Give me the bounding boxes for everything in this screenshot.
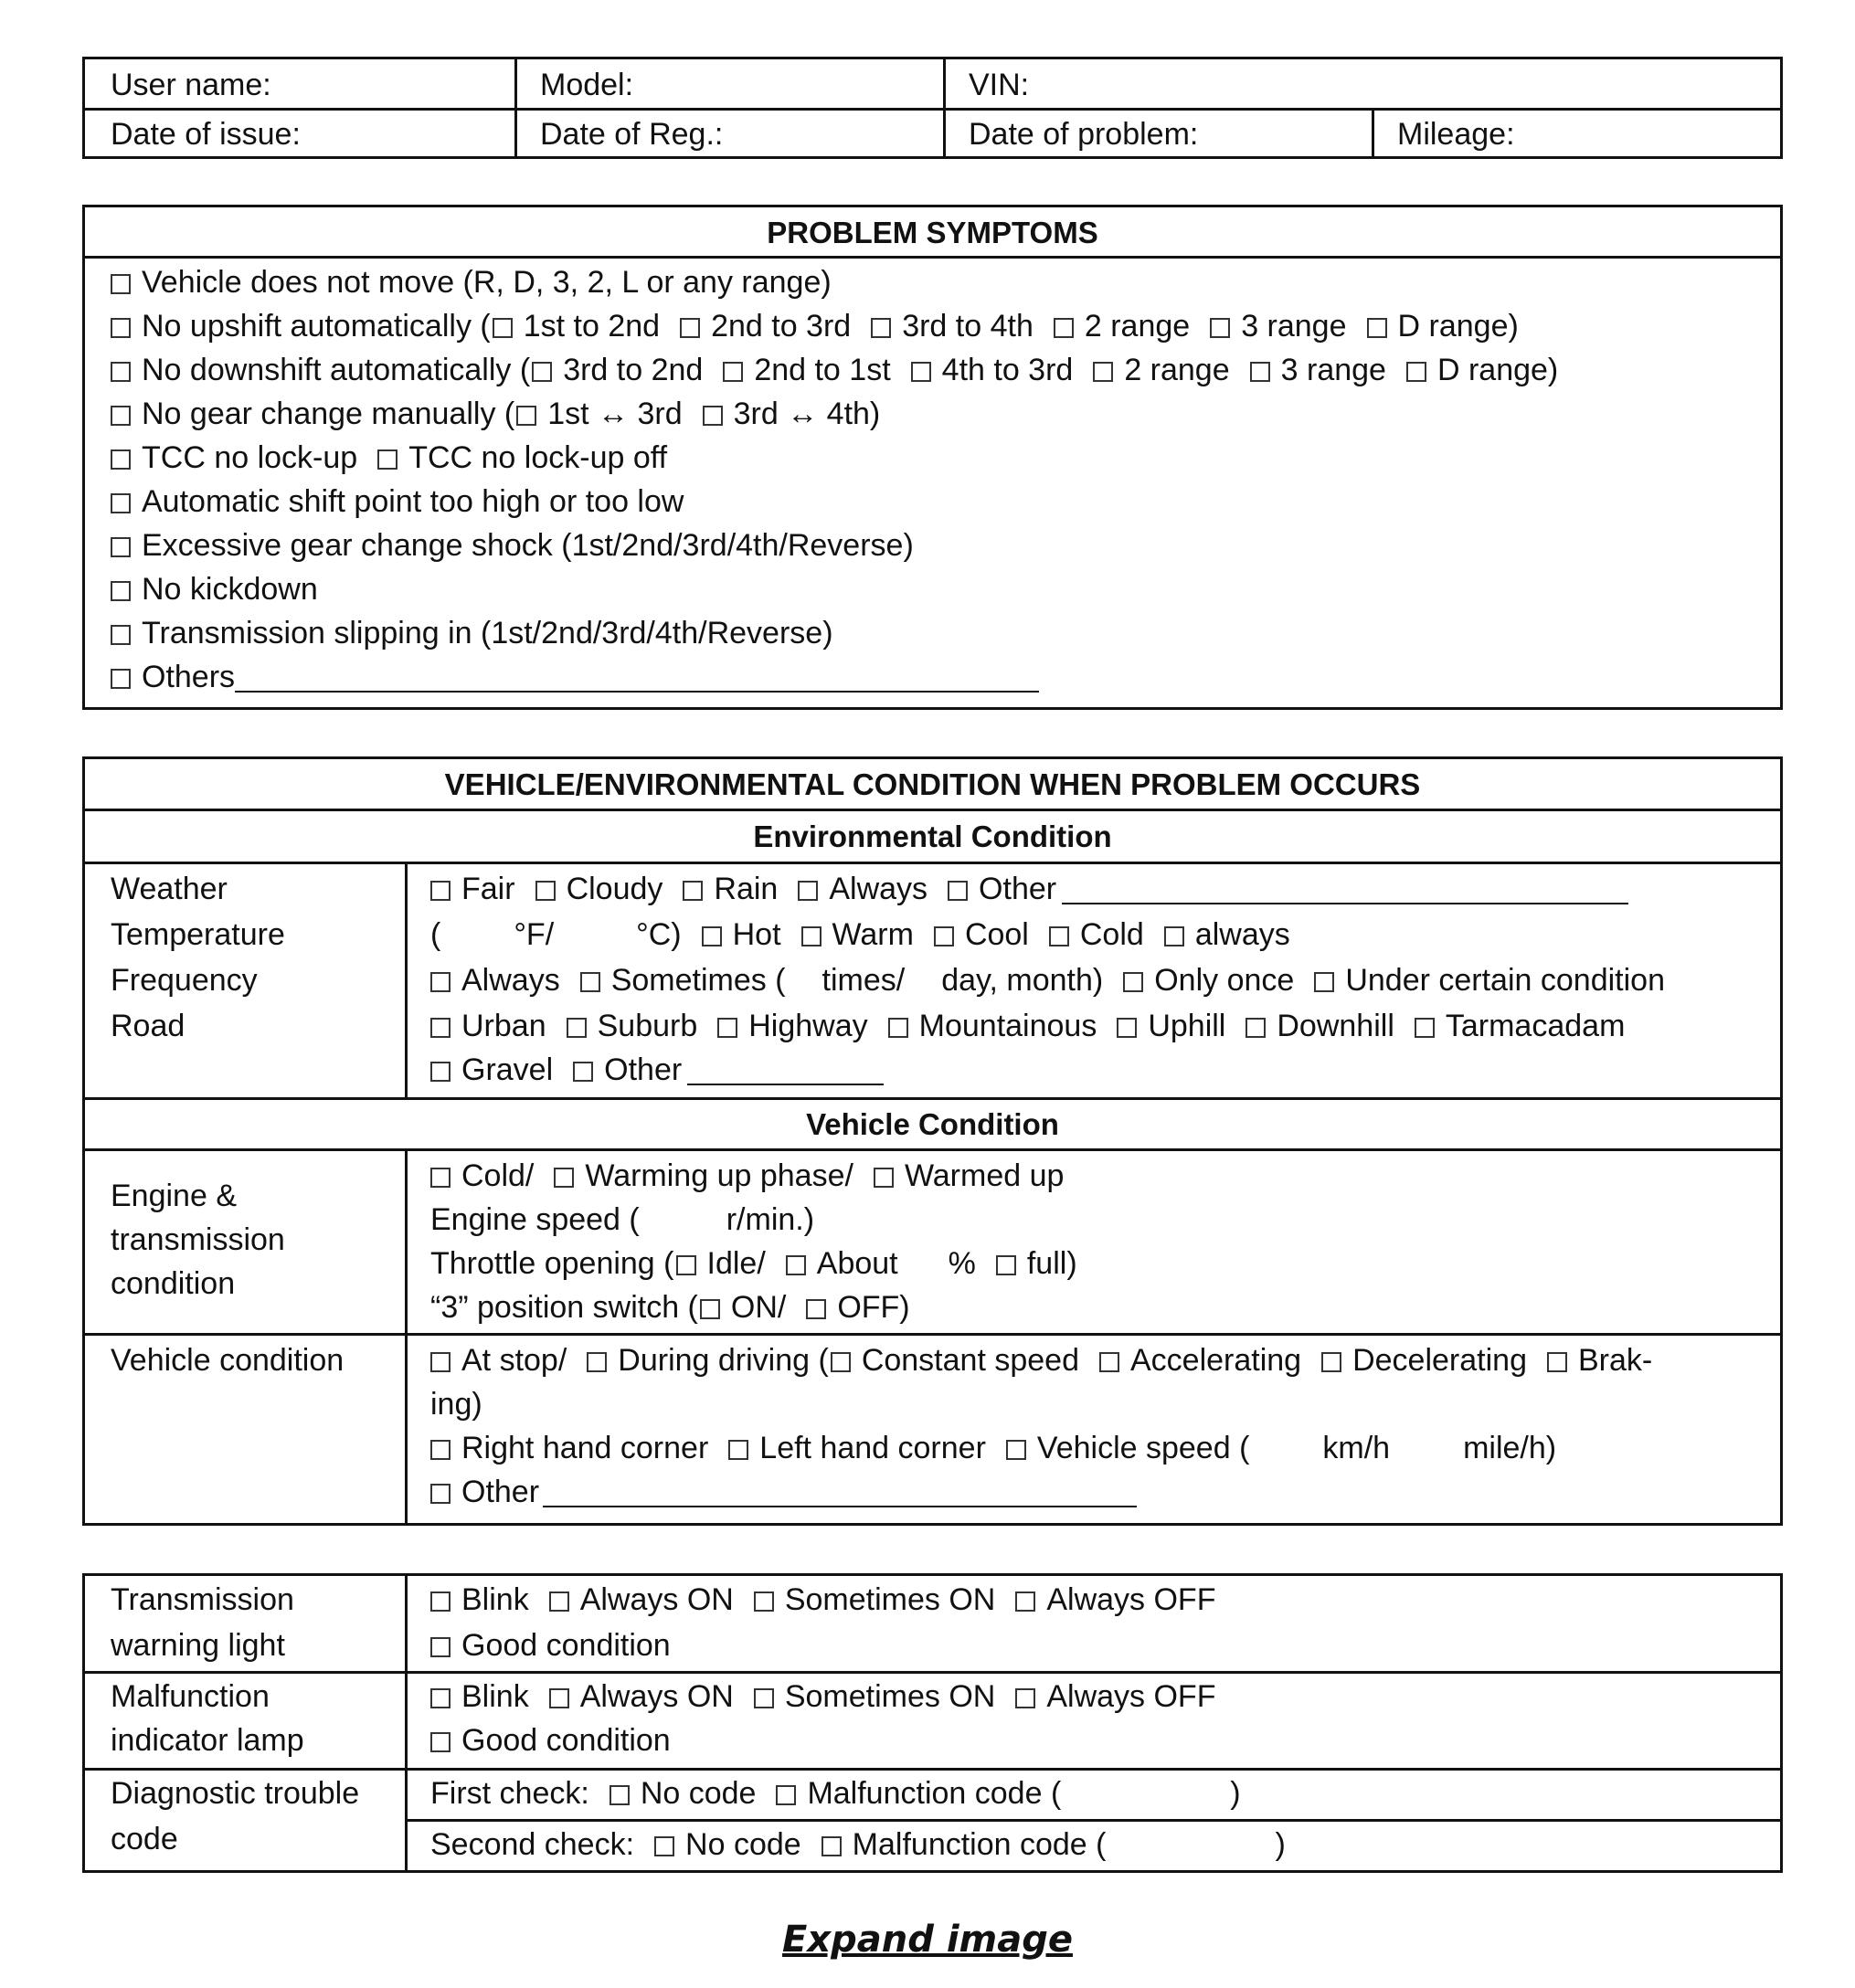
checkbox[interactable]: [786, 1255, 806, 1275]
checkbox[interactable]: [934, 926, 954, 946]
temperature-label: Temperature: [111, 917, 285, 952]
checkbox[interactable]: [377, 449, 398, 470]
checkbox[interactable]: [801, 926, 822, 946]
checkbox[interactable]: [1117, 1018, 1137, 1038]
position-switch: “3” position switch ( ON/ OFF): [430, 1290, 910, 1325]
checkbox[interactable]: [610, 1785, 630, 1805]
checkbox[interactable]: [567, 1018, 587, 1038]
date-of-issue-label: Date of issue:: [111, 117, 301, 152]
dtc-second-check: Second check: No code Malfunction code ( ): [430, 1827, 1286, 1862]
checkbox[interactable]: [549, 1591, 569, 1612]
vin-label: VIN:: [969, 68, 1030, 102]
checkbox[interactable]: [1049, 926, 1069, 946]
symptom-shift-point: Automatic shift point too high or too low: [111, 483, 684, 520]
warning-lamps-table: [82, 1573, 1783, 1873]
checkbox[interactable]: [1006, 1440, 1026, 1460]
checkbox[interactable]: [430, 1440, 450, 1460]
vehicle-driving-options-cont: ing): [430, 1387, 482, 1422]
vehicle-condition-label: Vehicle condition: [111, 1343, 344, 1378]
conditions-heading: VEHICLE/ENVIRONMENTAL CONDITION WHEN PROBLEM OCCURS: [444, 767, 1421, 801]
date-of-reg-label: Date of Reg.:: [540, 117, 724, 152]
checkbox[interactable]: [1093, 362, 1113, 382]
checkbox[interactable]: [1250, 362, 1270, 382]
vehicle-corner-speed: Right hand corner Left hand corner Vehicle speed ( km/h mile/h): [430, 1430, 1556, 1466]
symptom-no-manual-change: No gear change manually ( 1st ↔ 3rd 3rd ↔ 4th): [111, 396, 880, 432]
weather-label: Weather: [111, 872, 228, 906]
checkbox[interactable]: [430, 1168, 450, 1188]
user-name-label: User name:: [111, 68, 271, 102]
vehicle-condition-heading: Vehicle Condition: [806, 1107, 1059, 1141]
checkbox[interactable]: [948, 881, 968, 901]
checkbox[interactable]: [754, 1688, 774, 1708]
problem-symptoms-heading: PROBLEM SYMPTOMS: [767, 216, 1098, 249]
checkbox[interactable]: [430, 1352, 450, 1372]
checkbox[interactable]: [1164, 926, 1184, 946]
checkbox[interactable]: [516, 406, 536, 426]
mil-label-line1: Malfunction: [111, 1679, 270, 1714]
checkbox[interactable]: [430, 1062, 450, 1082]
weather-options: Fair Cloudy Rain Always Other: [430, 871, 1628, 907]
checkbox[interactable]: [806, 1299, 826, 1319]
checkbox[interactable]: [871, 318, 891, 338]
checkbox[interactable]: [798, 881, 818, 901]
checkbox[interactable]: [680, 318, 700, 338]
date-of-problem-label: Date of problem:: [969, 117, 1199, 152]
symptom-no-move: Vehicle does not move (R, D, 3, 2, L or any range): [111, 264, 832, 301]
symptom-tcc: TCC no lock-up TCC no lock-up off: [111, 439, 667, 476]
checkbox[interactable]: [111, 318, 131, 338]
dtc-first-check: First check: No code Malfunction code ( ): [430, 1776, 1241, 1811]
checkbox[interactable]: [493, 318, 513, 338]
checkbox[interactable]: [111, 669, 131, 689]
checkbox[interactable]: [754, 1591, 774, 1612]
checkbox[interactable]: [532, 362, 552, 382]
checkbox[interactable]: [430, 972, 450, 992]
mil-good: Good condition: [430, 1722, 671, 1759]
vehicle-driving-options: At stop/ During driving ( Constant speed Accelerating Decelerating Brak-: [430, 1342, 1652, 1379]
checkbox[interactable]: [430, 1591, 450, 1612]
transmission-warning-options: Blink Always ON Sometimes ON Always OFF: [430, 1581, 1215, 1618]
symptom-others: Others: [111, 659, 1039, 695]
weather-other-fill-line[interactable]: [1062, 875, 1628, 904]
engine-temp-options: Cold/ Warming up phase/ Warmed up: [430, 1158, 1064, 1194]
checkbox[interactable]: [911, 362, 931, 382]
checkbox[interactable]: [111, 537, 131, 557]
engine-speed: Engine speed ( r/min.): [430, 1202, 815, 1237]
transmission-warning-good: Good condition: [430, 1627, 671, 1664]
symptom-no-kickdown: No kickdown: [111, 571, 318, 608]
model-label: Model:: [540, 68, 634, 102]
frequency-label: Frequency: [111, 963, 258, 998]
checkbox[interactable]: [430, 881, 450, 901]
conditions-table: [82, 756, 1783, 1526]
checkbox[interactable]: [430, 1688, 450, 1708]
checkbox[interactable]: [580, 972, 600, 992]
symptom-shift-shock: Excessive gear change shock (1st/2nd/3rd/4th/Reverse): [111, 527, 914, 564]
road-options-line1: Urban Suburb Highway Mountainous Uphill Downhill Tarmacadam: [430, 1008, 1625, 1044]
checkbox[interactable]: [1415, 1018, 1435, 1038]
checkbox[interactable]: [676, 1255, 696, 1275]
checkbox[interactable]: [535, 881, 556, 901]
engine-condition-label-line2: transmission: [111, 1222, 285, 1257]
checkbox[interactable]: [700, 1299, 720, 1319]
dtc-label-line2: code: [111, 1822, 178, 1856]
mileage-label: Mileage:: [1397, 117, 1515, 152]
checkbox[interactable]: [111, 625, 131, 645]
mil-label-line2: indicator lamp: [111, 1723, 304, 1758]
checkbox[interactable]: [587, 1352, 607, 1372]
frequency-options: Always Sometimes ( times/ day, month) Only once Under certain condition: [430, 962, 1665, 999]
temperature-options: ( °F/ °C) Hot Warm Cool Cold always: [430, 917, 1290, 952]
vehicle-other-fill-line[interactable]: [543, 1478, 1137, 1507]
checkbox[interactable]: [1015, 1591, 1035, 1612]
mil-options: Blink Always ON Sometimes ON Always OFF: [430, 1678, 1215, 1715]
checkbox[interactable]: [1367, 318, 1387, 338]
engine-condition-label-line1: Engine &: [111, 1179, 237, 1213]
checkbox[interactable]: [430, 1018, 450, 1038]
symptom-slipping: Transmission slipping in (1st/2nd/3rd/4th/Reverse): [111, 615, 833, 651]
checkbox[interactable]: [111, 449, 131, 470]
problem-symptoms-table: [82, 205, 1783, 710]
checkbox[interactable]: [1210, 318, 1230, 338]
transmission-warning-label-line1: Transmission: [111, 1582, 294, 1617]
checkbox[interactable]: [776, 1785, 796, 1805]
checkbox[interactable]: [1314, 972, 1334, 992]
symptom-no-upshift: No upshift automatically ( 1st to 2nd 2nd to 3rd 3rd to 4th 2 range 3 range D range): [111, 308, 1519, 344]
engine-condition-label-line3: condition: [111, 1266, 236, 1301]
symptom-no-downshift: No downshift automatically ( 3rd to 2nd 2nd to 1st 4th to 3rd 2 range 3 range D range): [111, 352, 1558, 388]
checkbox[interactable]: [888, 1018, 908, 1038]
checkbox[interactable]: [1321, 1352, 1341, 1372]
dtc-label-line1: Diagnostic trouble: [111, 1776, 360, 1811]
checkbox[interactable]: [1054, 318, 1074, 338]
checkbox[interactable]: [822, 1836, 842, 1856]
checkbox[interactable]: [1406, 362, 1426, 382]
checkbox[interactable]: [573, 1062, 593, 1082]
road-label: Road: [111, 1009, 186, 1043]
checkbox[interactable]: [874, 1168, 894, 1188]
transmission-warning-label-line2: warning light: [111, 1628, 285, 1663]
checkbox[interactable]: [1099, 1352, 1119, 1372]
throttle-opening: Throttle opening ( Idle/ About % full): [430, 1246, 1077, 1281]
environmental-condition-heading: Environmental Condition: [753, 820, 1112, 853]
checkbox[interactable]: [549, 1688, 569, 1708]
checkbox[interactable]: [111, 581, 131, 601]
checkbox[interactable]: [111, 493, 131, 513]
checkbox[interactable]: [683, 881, 703, 901]
checkbox[interactable]: [430, 1637, 450, 1657]
checkbox[interactable]: [702, 926, 722, 946]
checkbox[interactable]: [1246, 1018, 1266, 1038]
checkbox[interactable]: [831, 1352, 851, 1372]
checkbox[interactable]: [996, 1255, 1016, 1275]
checkbox[interactable]: [723, 362, 743, 382]
checkbox[interactable]: [430, 1484, 450, 1504]
checkbox[interactable]: [654, 1836, 674, 1856]
others-fill-line[interactable]: [235, 663, 1039, 693]
checkbox[interactable]: [717, 1018, 737, 1038]
checkbox[interactable]: [111, 406, 131, 426]
customer-info-table: [82, 57, 1783, 159]
expand-image-link[interactable]: Expand image: [782, 1919, 1073, 1961]
checkbox[interactable]: [554, 1168, 574, 1188]
vehicle-other: Other: [430, 1474, 1137, 1510]
checkbox[interactable]: [1123, 972, 1143, 992]
road-options-line2: Gravel Other: [430, 1052, 884, 1088]
checkbox[interactable]: [111, 274, 131, 294]
road-other-fill-line[interactable]: [687, 1056, 884, 1085]
checkbox[interactable]: [430, 1732, 450, 1752]
checkbox[interactable]: [728, 1440, 748, 1460]
checkbox[interactable]: [1547, 1352, 1567, 1372]
checkbox[interactable]: [703, 406, 723, 426]
checkbox[interactable]: [1015, 1688, 1035, 1708]
checkbox[interactable]: [111, 362, 131, 382]
